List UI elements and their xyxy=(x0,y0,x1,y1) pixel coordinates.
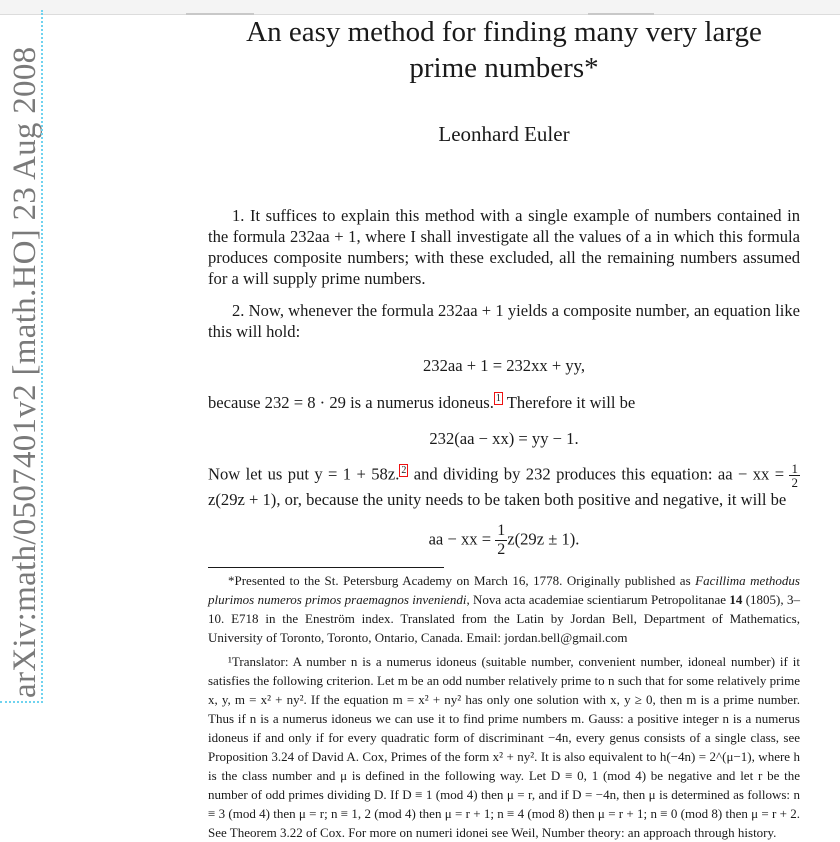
equation-3-numerator: 1 xyxy=(497,522,506,539)
footnote-star-latin-title: Facillima methodus plurimos numeros primos praemagnos inveniendi xyxy=(208,573,800,607)
equation-3-denominator: 2 xyxy=(497,541,506,558)
arxiv-stamp-border-bottom xyxy=(0,701,43,703)
paragraph-3 xyxy=(208,392,800,413)
footnote-star-text-c: (1805), 3–10. E718 in the Eneström index. Translated from the Latin by Jordan Bell, Department of Mathematics, University of Toronto, Toronto, Ontario, Canada. Email: jordan.bell@gmail.com xyxy=(208,592,800,645)
author-name: Leonhard Euler xyxy=(438,122,570,146)
footnote-star-text-a: *Presented to the St. Petersburg Academy on March 16, 1778. Originally published as xyxy=(228,573,696,588)
paragraph-4 xyxy=(208,462,800,510)
paragraph-1: 1. It suffices to explain this method with a single example of numbers contained in the formula 232aa + 1, where I shall investigate all the values of a in which this formula produces composite numbers; with these excluded, all the remaining numbers assumed for a will supply prime numbers. xyxy=(208,206,800,288)
footnote-1-text: ¹Translator: A number n is a numerus idoneus (suitable number, convenient number, idoneal number) if it satisfies the following criterion. Let m be an odd number relatively prime to n such that for some relatively prime x, y, m = x² + ny². If the equation m = x² + ny² has only one solution with x, y ≥ 0, then m is a prime number. Thus if n is a numerus idoneus we can use it to find prime numbers m. Gauss: a positive integer n is a numerus idoneus if and only if for every quadratic form of discriminant −4n, every genus consists of a single class, see Proposition 3.24 of David A. Cox, Primes of the form x² + ny². It is also equivalent to h(−4n) = 2^(μ−1), where h is the class number and μ is defined in the following way. Let D ≡ 0, 1 (mod 4) be negative and let r be the number of odd primes dividing D. If D ≡ 1 (mod 4) then μ = r, and if D = −4n, then μ is determined as follows: n ≡ 3 (mod 4) then μ = r; n ≡ 1, 2 (mod 4) then μ = r + 1; n ≡ 4 (mod 8) then μ = r + 1; n ≡ 0 (mod 8) then μ = r + 2. See Theorem 3.22 of Cox. For more on numeri idonei see Weil, Number theory: an approach through history. xyxy=(208,654,800,840)
equation-2: 232(aa − xx) = yy − 1. xyxy=(429,429,579,448)
footnote-1 xyxy=(208,652,800,842)
arxiv-stamp-border xyxy=(41,10,43,703)
fraction-numerator: 1 xyxy=(791,461,798,476)
paper-title xyxy=(180,14,828,86)
paragraph-4-text-c: z(29z + 1), or, because the unity needs to be taken both positive and negative, it will be xyxy=(208,490,787,509)
paragraph-3-text-2: Therefore it will be xyxy=(502,393,636,412)
paragraph-2: 2. Now, whenever the formula 232aa + 1 yields a composite number, an equation like this will hold: xyxy=(208,301,800,341)
equation-3-left: aa − xx = xyxy=(428,529,496,549)
title-line-1: An easy method for finding many very large xyxy=(246,16,762,48)
arxiv-identifier[interactable]: arXiv:math/0507401v2 [math.HO] 23 Aug 2008 xyxy=(7,46,43,698)
footnote-star-text-b: , Nova acta academiae scientiarum Petropolitanae xyxy=(466,592,730,607)
paragraph-4-text-a: Now let us put y = 1 + 58z. xyxy=(208,464,400,484)
fraction-denominator: 2 xyxy=(791,475,798,490)
equation-3-fraction xyxy=(495,522,507,559)
footnote-star-volume: 14 xyxy=(729,592,743,607)
footnote-ref-2[interactable]: 2 xyxy=(401,464,407,476)
equation-1: 232aa + 1 = 232xx + yy, xyxy=(422,356,586,375)
equation-3-right: z(29z ± 1). xyxy=(507,529,580,549)
footnote-rule xyxy=(208,567,444,568)
equation-3 xyxy=(208,522,800,559)
footnote-star xyxy=(208,571,800,647)
arxiv-stamp[interactable] xyxy=(0,0,52,705)
footnote-ref-1[interactable]: 1 xyxy=(495,393,501,405)
fraction-half xyxy=(789,462,800,489)
viewer-top-bar xyxy=(0,0,840,15)
title-line-2: prime numbers* xyxy=(409,52,599,84)
paragraph-3-text: because 232 = 8 · 29 is a numerus idoneus. xyxy=(208,393,494,412)
paragraph-4-text-b: and dividing by 232 produces this equation: aa − xx = xyxy=(408,464,790,484)
